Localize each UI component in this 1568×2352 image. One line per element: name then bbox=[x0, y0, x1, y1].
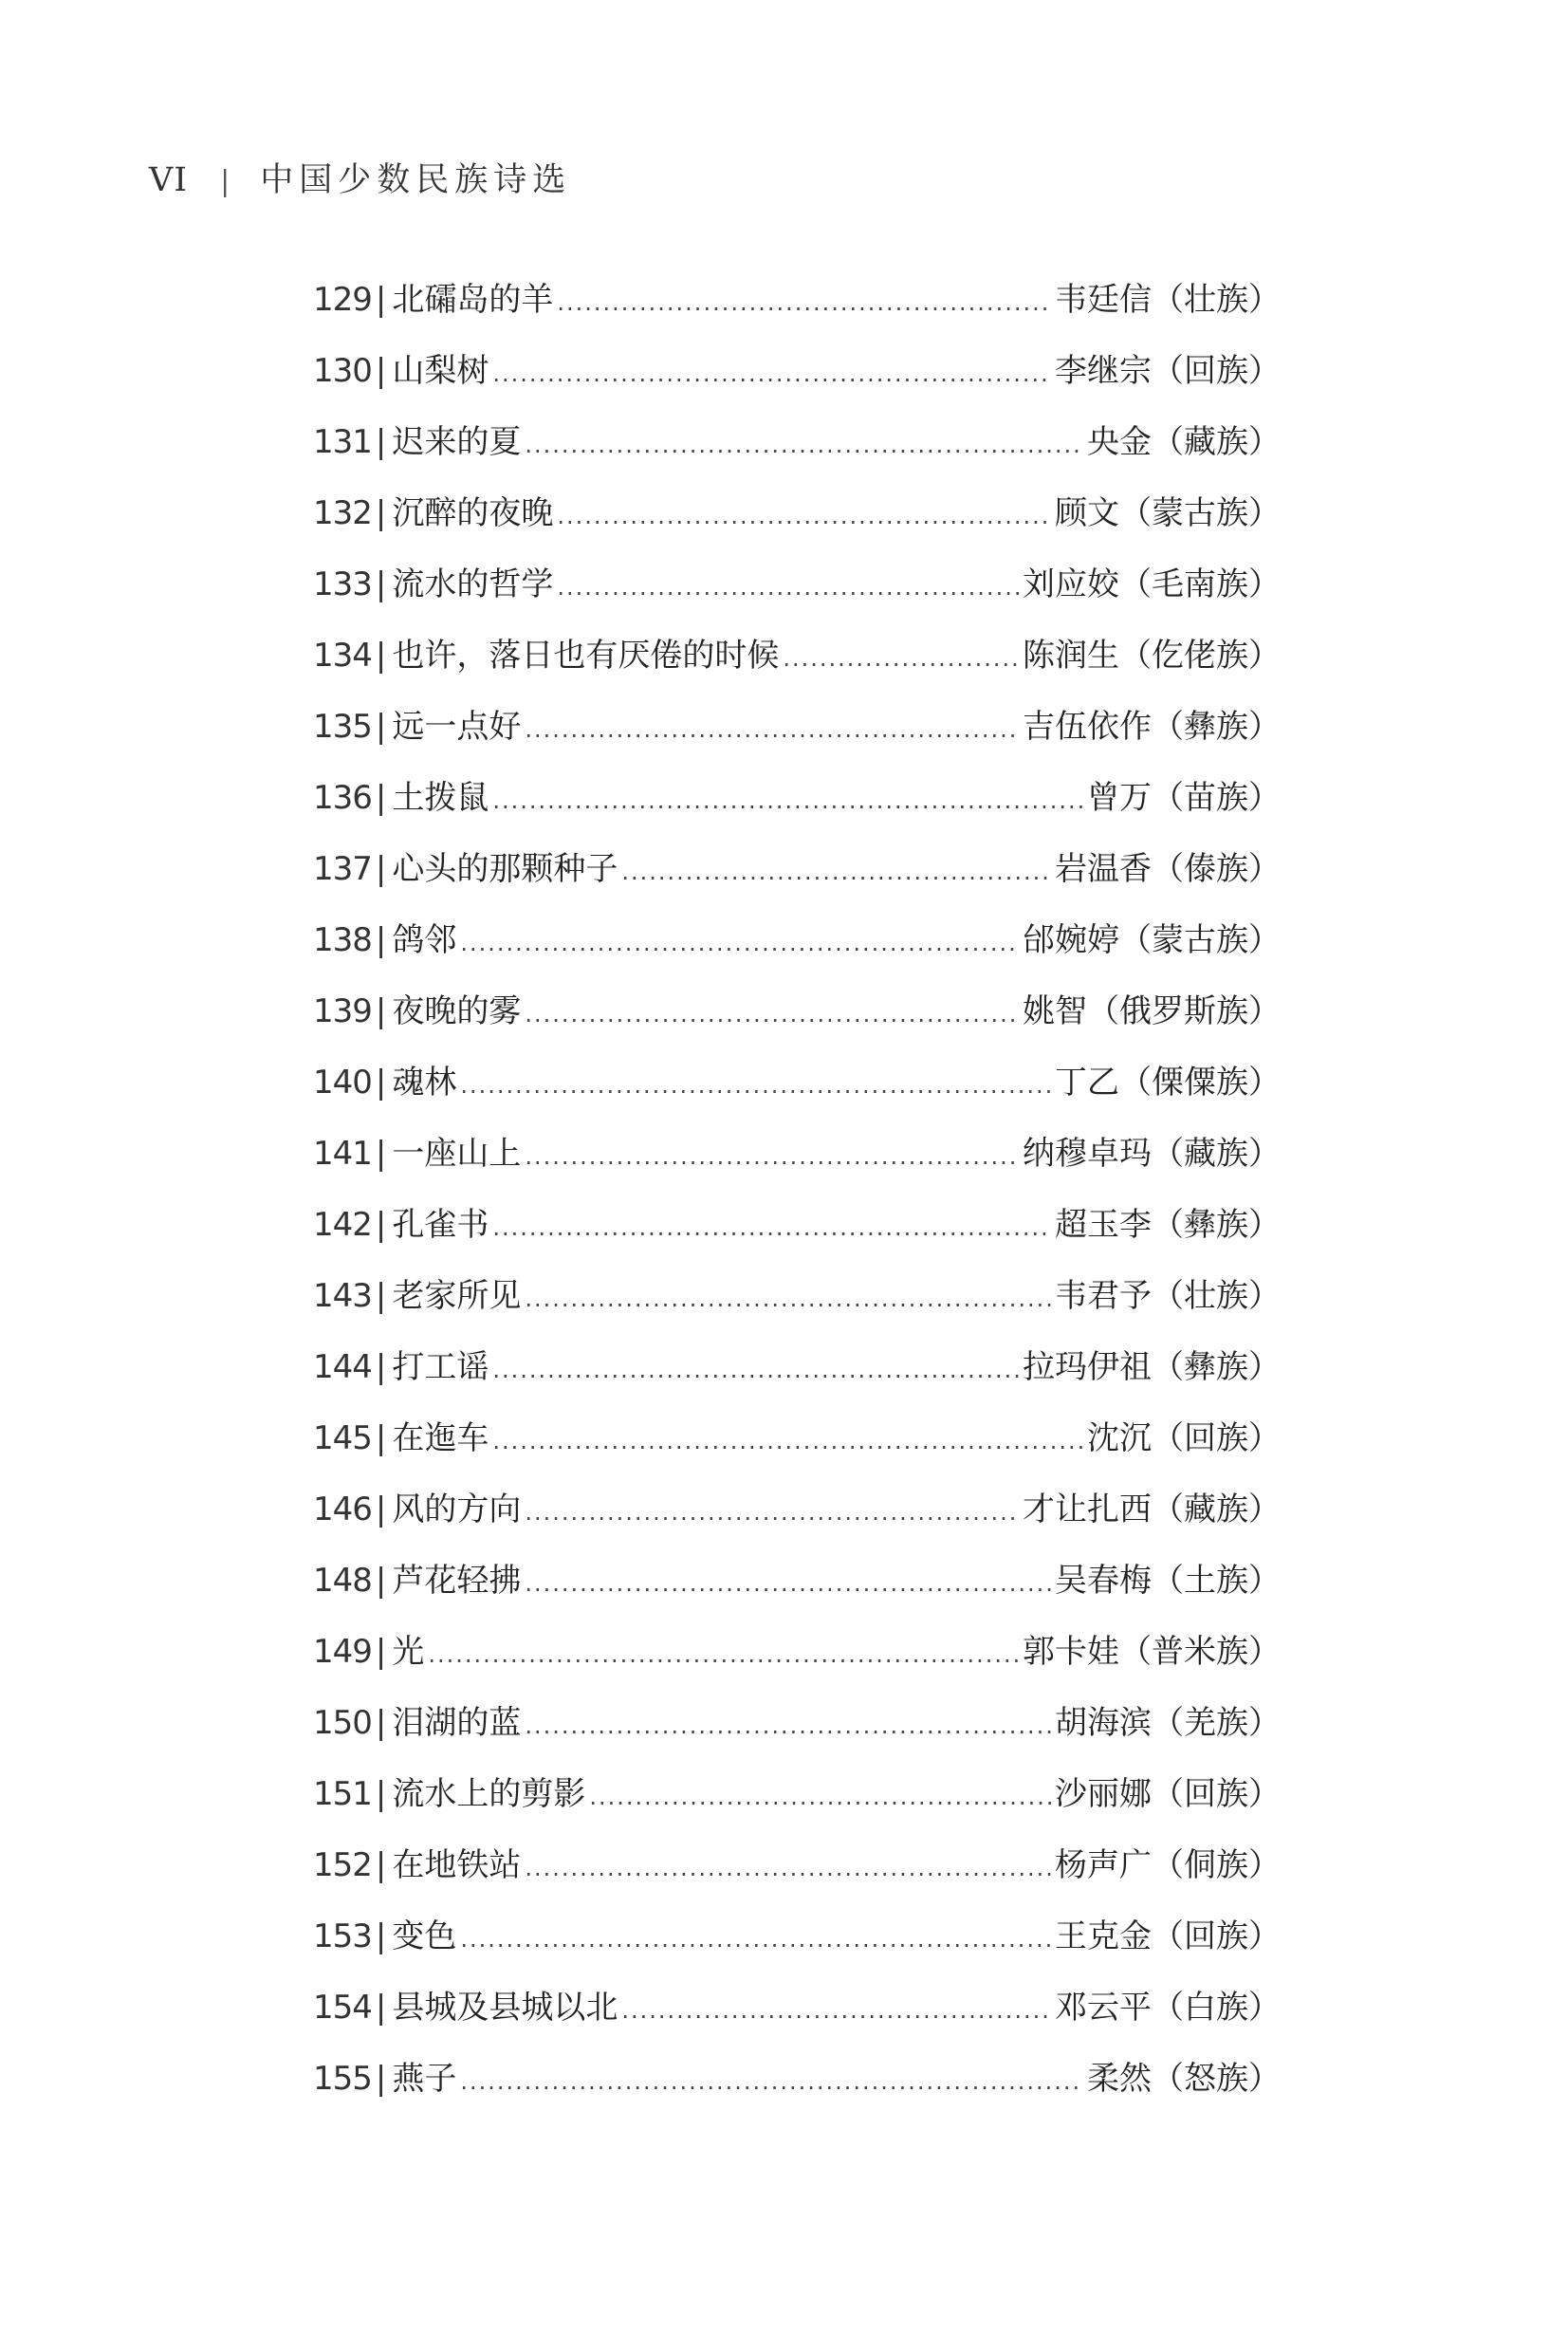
entry-page-number: 146 bbox=[313, 1491, 372, 1528]
entry-separator: | bbox=[375, 1419, 387, 1457]
entry-page-number: 153 bbox=[313, 1917, 372, 1955]
entry-separator: | bbox=[375, 1846, 387, 1884]
entry-separator: | bbox=[375, 1277, 387, 1315]
entry-page-number: 129 bbox=[313, 281, 372, 319]
dot-leader bbox=[460, 1910, 1051, 1969]
entry-title: 光 bbox=[392, 1633, 425, 1671]
entry-title: 山梨树 bbox=[392, 352, 489, 390]
entry-author: 郭卡娃（普米族） bbox=[1023, 1633, 1281, 1671]
entry-separator: | bbox=[375, 637, 387, 675]
entry-title: 孔雀书 bbox=[392, 1206, 489, 1244]
entry-author: 沈沉（回族） bbox=[1087, 1419, 1281, 1457]
dot-leader bbox=[492, 771, 1083, 830]
dot-leader bbox=[525, 1839, 1051, 1898]
toc-entry bbox=[313, 1124, 1281, 1195]
entry-page-number: 131 bbox=[313, 423, 372, 461]
entry-title: 打工谣 bbox=[392, 1348, 489, 1386]
toc-entry bbox=[313, 1765, 1281, 1836]
entry-page-number: 152 bbox=[313, 1846, 372, 1884]
dot-leader bbox=[557, 558, 1019, 617]
entry-author: 丁乙（傈僳族） bbox=[1055, 1064, 1281, 1102]
entry-separator: | bbox=[375, 921, 387, 959]
entry-title: 土拨鼠 bbox=[392, 779, 489, 817]
entry-title: 县城及县城以北 bbox=[392, 1989, 618, 2027]
entry-page-number: 144 bbox=[313, 1348, 372, 1386]
entry-page-number: 130 bbox=[313, 352, 372, 390]
entry-author: 吴春梅（土族） bbox=[1055, 1562, 1281, 1600]
entry-page-number: 151 bbox=[313, 1775, 372, 1813]
entry-title: 夜晚的雾 bbox=[392, 992, 522, 1030]
entry-title: 变色 bbox=[392, 1917, 457, 1955]
entry-separator: | bbox=[375, 1135, 387, 1173]
toc-entry bbox=[313, 1836, 1281, 1907]
entry-author: 纳穆卓玛（藏族） bbox=[1023, 1135, 1281, 1173]
entry-title: 北礵岛的羊 bbox=[392, 281, 554, 319]
entry-page-number: 150 bbox=[313, 1704, 372, 1742]
entry-title: 魂林 bbox=[392, 1064, 457, 1102]
toc-entry bbox=[313, 1694, 1281, 1765]
toc-entry bbox=[313, 1338, 1281, 1409]
entry-separator: | bbox=[375, 850, 387, 888]
entry-page-number: 136 bbox=[313, 779, 372, 817]
toc-entry bbox=[313, 982, 1281, 1053]
entry-separator: | bbox=[375, 1989, 387, 2027]
entry-title: 泪湖的蓝 bbox=[392, 1704, 522, 1742]
entry-separator: | bbox=[375, 1704, 387, 1742]
entry-author: 韦君予（壮族） bbox=[1055, 1277, 1281, 1315]
entry-separator: | bbox=[375, 1775, 387, 1813]
entry-separator: | bbox=[375, 1064, 387, 1102]
entry-title: 迟来的夏 bbox=[392, 423, 522, 461]
entry-author: 韦廷信（壮族） bbox=[1055, 281, 1281, 319]
entry-title: 流水上的剪影 bbox=[392, 1775, 586, 1813]
entry-separator: | bbox=[375, 1206, 387, 1244]
dot-leader bbox=[589, 1768, 1051, 1826]
toc-entry bbox=[313, 840, 1281, 911]
entry-page-number: 143 bbox=[313, 1277, 372, 1315]
entry-page-number: 132 bbox=[313, 494, 372, 532]
entry-separator: | bbox=[375, 1562, 387, 1600]
book-title: 中国少数民族诗选 bbox=[260, 161, 572, 199]
dot-leader bbox=[621, 1981, 1051, 2040]
toc-entry bbox=[313, 911, 1281, 982]
dot-leader bbox=[492, 1412, 1083, 1471]
entry-page-number: 141 bbox=[313, 1135, 372, 1173]
entry-separator: | bbox=[375, 992, 387, 1030]
toc-entry bbox=[313, 1907, 1281, 1978]
toc-entry bbox=[313, 1195, 1281, 1267]
dot-leader bbox=[525, 985, 1019, 1044]
toc-entry bbox=[313, 697, 1281, 769]
entry-title: 也许，落日也有厌倦的时候 bbox=[392, 637, 780, 675]
entry-author: 央金（藏族） bbox=[1087, 423, 1281, 461]
entry-author: 拉玛伊祖（彝族） bbox=[1023, 1348, 1281, 1386]
entry-author: 姚智（俄罗斯族） bbox=[1023, 992, 1281, 1030]
dot-leader bbox=[783, 629, 1019, 688]
entry-author: 才让扎西（藏族） bbox=[1023, 1491, 1281, 1528]
entry-page-number: 137 bbox=[313, 850, 372, 888]
entry-separator: | bbox=[375, 1633, 387, 1671]
entry-page-number: 155 bbox=[313, 2060, 372, 2098]
dot-leader bbox=[492, 1198, 1051, 1257]
toc-entry bbox=[313, 1622, 1281, 1694]
entry-author: 超玉李（彝族） bbox=[1055, 1206, 1281, 1244]
entry-page-number: 149 bbox=[313, 1633, 372, 1671]
entry-title: 远一点好 bbox=[392, 708, 522, 746]
entry-title: 在迤车 bbox=[392, 1419, 489, 1457]
running-head-separator: | bbox=[220, 165, 232, 198]
dot-leader bbox=[557, 273, 1051, 332]
dot-leader bbox=[557, 487, 1051, 546]
entry-separator: | bbox=[375, 352, 387, 390]
toc-entry bbox=[313, 1978, 1281, 2049]
entry-page-number: 138 bbox=[313, 921, 372, 959]
entry-title: 风的方向 bbox=[392, 1491, 522, 1528]
entry-separator: | bbox=[375, 1348, 387, 1386]
toc-entry bbox=[313, 413, 1281, 484]
dot-leader bbox=[492, 1341, 1019, 1399]
toc-entry bbox=[313, 1480, 1281, 1551]
table-of-contents bbox=[313, 270, 1281, 2121]
entry-author: 柔然（怒族） bbox=[1087, 2060, 1281, 2098]
entry-title: 老家所见 bbox=[392, 1277, 522, 1315]
dot-leader bbox=[525, 1269, 1051, 1328]
toc-entry bbox=[313, 769, 1281, 840]
entry-separator: | bbox=[375, 708, 387, 746]
dot-leader bbox=[525, 1554, 1051, 1613]
dot-leader bbox=[460, 2052, 1083, 2111]
entry-separator: | bbox=[375, 565, 387, 603]
dot-leader bbox=[460, 914, 1019, 972]
entry-page-number: 140 bbox=[313, 1064, 372, 1102]
toc-entry bbox=[313, 555, 1281, 626]
entry-author: 胡海滨（羌族） bbox=[1055, 1704, 1281, 1742]
dot-leader bbox=[460, 1056, 1051, 1115]
entry-page-number: 148 bbox=[313, 1562, 372, 1600]
entry-title: 流水的哲学 bbox=[392, 565, 554, 603]
entry-author: 刘应姣（毛南族） bbox=[1023, 565, 1281, 603]
entry-author: 邰婉婷（蒙古族） bbox=[1023, 921, 1281, 959]
entry-title: 鸽邻 bbox=[392, 921, 457, 959]
dot-leader bbox=[492, 344, 1051, 403]
dot-leader bbox=[525, 1127, 1019, 1186]
entry-page-number: 145 bbox=[313, 1419, 372, 1457]
entry-separator: | bbox=[375, 1917, 387, 1955]
entry-separator: | bbox=[375, 494, 387, 532]
toc-entry bbox=[313, 1409, 1281, 1480]
dot-leader bbox=[621, 843, 1051, 901]
entry-title: 芦花轻拂 bbox=[392, 1562, 522, 1600]
toc-entry bbox=[313, 484, 1281, 555]
entry-author: 陈润生（仡佬族） bbox=[1023, 637, 1281, 675]
toc-entry bbox=[313, 2049, 1281, 2121]
dot-leader bbox=[525, 1483, 1019, 1542]
entry-page-number: 142 bbox=[313, 1206, 372, 1244]
entry-author: 沙丽娜（回族） bbox=[1055, 1775, 1281, 1813]
dot-leader bbox=[525, 416, 1083, 474]
dot-leader bbox=[525, 1696, 1051, 1755]
entry-page-number: 133 bbox=[313, 565, 372, 603]
toc-entry bbox=[313, 1267, 1281, 1338]
toc-entry bbox=[313, 1053, 1281, 1124]
toc-entry bbox=[313, 626, 1281, 697]
entry-author: 岩温香（傣族） bbox=[1055, 850, 1281, 888]
entry-author: 吉伍依作（彝族） bbox=[1023, 708, 1281, 746]
entry-separator: | bbox=[375, 281, 387, 319]
entry-author: 邓云平（白族） bbox=[1055, 1989, 1281, 2027]
entry-page-number: 154 bbox=[313, 1989, 372, 2027]
entry-title: 一座山上 bbox=[392, 1135, 522, 1173]
entry-separator: | bbox=[375, 1491, 387, 1528]
entry-author: 顾文（蒙古族） bbox=[1055, 494, 1281, 532]
running-head bbox=[149, 154, 571, 201]
entry-page-number: 135 bbox=[313, 708, 372, 746]
entry-title: 在地铁站 bbox=[392, 1846, 522, 1884]
entry-page-number: 139 bbox=[313, 992, 372, 1030]
entry-author: 曾万（苗族） bbox=[1087, 779, 1281, 817]
dot-leader bbox=[428, 1625, 1019, 1684]
entry-separator: | bbox=[375, 423, 387, 461]
toc-entry bbox=[313, 342, 1281, 413]
entry-title: 心头的那颗种子 bbox=[392, 850, 618, 888]
entry-page-number: 134 bbox=[313, 637, 372, 675]
entry-title: 燕子 bbox=[392, 2060, 457, 2098]
toc-entry bbox=[313, 270, 1281, 342]
entry-separator: | bbox=[375, 2060, 387, 2098]
entry-author: 杨声广（侗族） bbox=[1055, 1846, 1281, 1884]
entry-separator: | bbox=[375, 779, 387, 817]
dot-leader bbox=[525, 700, 1019, 759]
toc-entry bbox=[313, 1551, 1281, 1622]
page-folio: VI bbox=[149, 161, 189, 199]
entry-author: 李继宗（回族） bbox=[1055, 352, 1281, 390]
entry-title: 沉醉的夜晚 bbox=[392, 494, 554, 532]
entry-author: 王克金（回族） bbox=[1055, 1917, 1281, 1955]
